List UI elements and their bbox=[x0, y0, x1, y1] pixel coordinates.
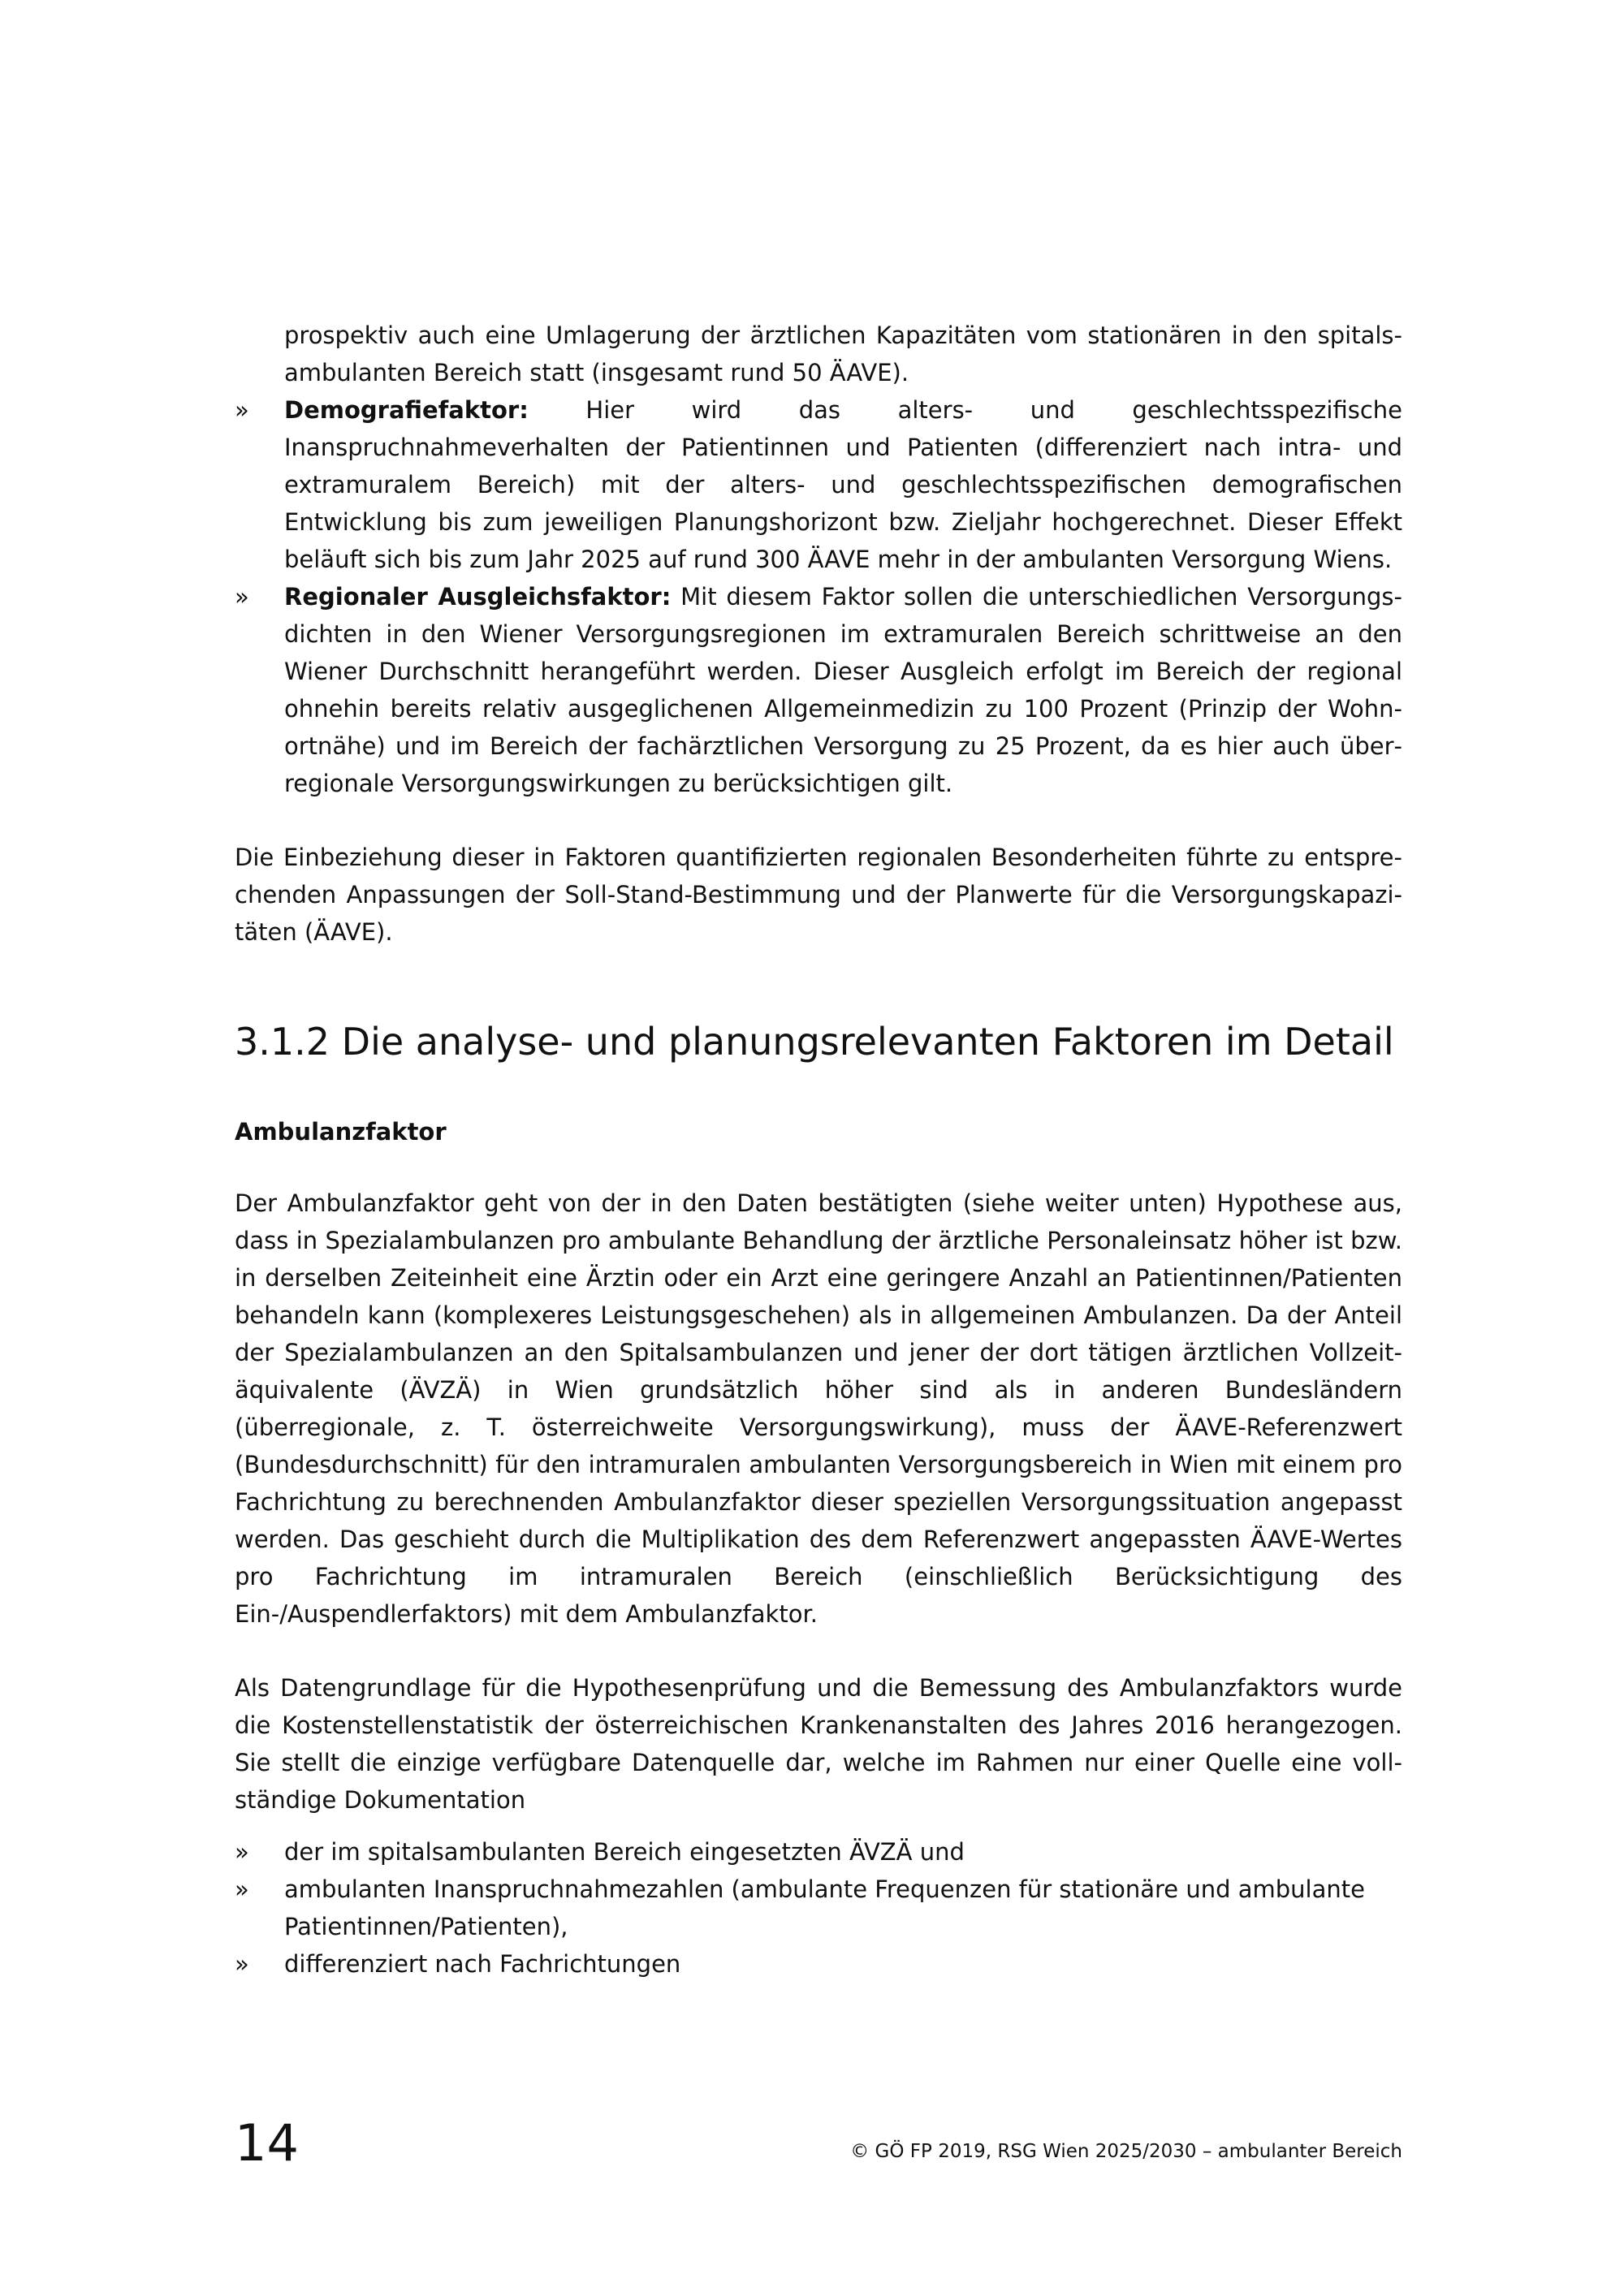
list-item-text: ambulanten Inanspruchnahmezahlen (ambulante Frequenzen für stationäre und ambulante Patientinnen/Patienten), bbox=[284, 1875, 1365, 1940]
list-item bbox=[235, 1833, 1402, 1871]
body-paragraph-1: Der Ambulanzfaktor geht von der in den Daten bestätigten (siehe weiter unten) Hypothese aus, dass in Spezialambulanzen pro ambulante Behandlung der ärztliche Personaleinsatz höher ist bzw. in derselben Zeiteinheit eine Ärztin oder ein Arzt eine geringere Anzahl an Patientinnen/Patienten behandeln kann (komplexeres Leistungsgeschehen) als in allgemeinen Ambulanzen. Da der Anteil der Spezialambulanzen an den Spitalsambulanzen und jener der dort tätigen ärztlichen Vollzeitäquivalente (ÄVZÄ) in Wien grundsätzlich höher sind als in anderen Bundesländern (überregionale, z. T. österreichweite Versorgungswirkung), muss der ÄAVE-Referenzwert (Bundesdurchschnitt) für den intramuralen ambulanten Versorgungsbereich in Wien mit einem pro Fachrichtung zu berechnenden Ambulanzfaktor dieser speziellen Versorgungssituation angepasst werden. Das geschieht durch die Multiplikation des dem Referenzwert angepassten ÄAVE-Wertes pro Fachrichtung im intramuralen Bereich (einschließlich Berücksichtigung des Ein-/Auspendlerfaktors) mit dem Ambulanzfaktor. bbox=[235, 1189, 1402, 1628]
documentation-list bbox=[235, 1833, 1402, 1983]
page-content bbox=[235, 317, 1402, 1983]
list-item bbox=[235, 1945, 1402, 1983]
page-footer bbox=[235, 2111, 1402, 2176]
factor-description: Mit diesem Faktor sollen die unterschiedlichen Versorgungsdichten in den Wiener Versorgungsregionen im extramuralen Bereich schrittweise an den Wiener Durchschnitt herangeführt werden. Dieser Ausgleich erfolgt im Bereich der regional ohnehin bereits relativ ausgeglichenen Allgemeinmedizin zu 100 Prozent (Prinzip der Wohnortnähe) und im Bereich der fachärztlichen Versorgung zu 25 Prozent, da es hier auch überregionale Versorgungswirkungen zu berücksichtigen gilt. bbox=[284, 583, 1402, 797]
bullet-marker: » bbox=[235, 1950, 249, 1978]
factor-text bbox=[284, 391, 1402, 578]
continued-list-text: prospektiv auch eine Umlagerung der ärztlichen Kapazitäten vom stationären in den spitalsambulanten Bereich statt (insgesamt rund 50 ÄAVE). bbox=[284, 322, 1402, 386]
footer-copyright: © GÖ FP 2019, RSG Wien 2025/2030 – ambulanter Bereich bbox=[850, 2141, 1402, 2162]
factor-list bbox=[235, 391, 1402, 802]
list-item-text: differenziert nach Fachrichtungen bbox=[284, 1950, 681, 1978]
summary-paragraph: Die Einbeziehung dieser in Faktoren quantifizierten regionalen Besonderheiten führte zu entsprechenden Anpassungen der Soll-Stand-Bestimmung und der Planwerte für die Versorgungskapazitäten (ÄAVE). bbox=[235, 844, 1402, 946]
factor-term: Regionaler Ausgleichsfaktor: bbox=[284, 583, 672, 611]
bullet-marker: » bbox=[235, 583, 249, 611]
list-item-text: der im spitalsambulanten Bereich eingesetzten ÄVZÄ und bbox=[284, 1838, 965, 1866]
bullet-marker: » bbox=[235, 1838, 249, 1866]
section-heading: 3.1.2 Die analyse- und planungsrelevanten Faktoren im Detail bbox=[235, 1020, 1394, 1064]
factor-text bbox=[284, 578, 1402, 802]
factor-regional bbox=[235, 578, 1402, 802]
factor-description: Hier wird das alters- und geschlechtsspezifische Inanspruchnahmeverhalten der Patientinnen und Patienten (differenziert nach intra- und extramuralem Bereich) mit der alters- und geschlechtsspezifischen demografischen Entwicklung bis zum jeweiligen Planungshorizont bzw. Zieljahr hochgerechnet. Dieser Effekt beläuft sich bis zum Jahr 2025 auf rund 300 ÄAVE mehr in der ambulanten Versorgung Wiens. bbox=[284, 396, 1402, 573]
subheading: Ambulanzfaktor bbox=[235, 1118, 447, 1146]
factor-demografie bbox=[235, 391, 1402, 578]
list-item bbox=[235, 1871, 1402, 1945]
bullet-marker: » bbox=[235, 1875, 249, 1903]
page-number: 14 bbox=[235, 2113, 299, 2173]
factor-term: Demografiefaktor: bbox=[284, 396, 529, 424]
body-paragraph-2: Als Datengrundlage für die Hypothesenprüfung und die Bemessung des Ambulanzfaktors wurde die Kostenstellenstatistik der österreichischen Krankenanstalten des Jahres 2016 herangezogen. Sie stellt die einzige verfügbare Datenquelle dar, welche im Rahmen nur einer Quelle eine vollständige Dokumentation bbox=[235, 1674, 1402, 1814]
bullet-marker: » bbox=[235, 396, 249, 424]
